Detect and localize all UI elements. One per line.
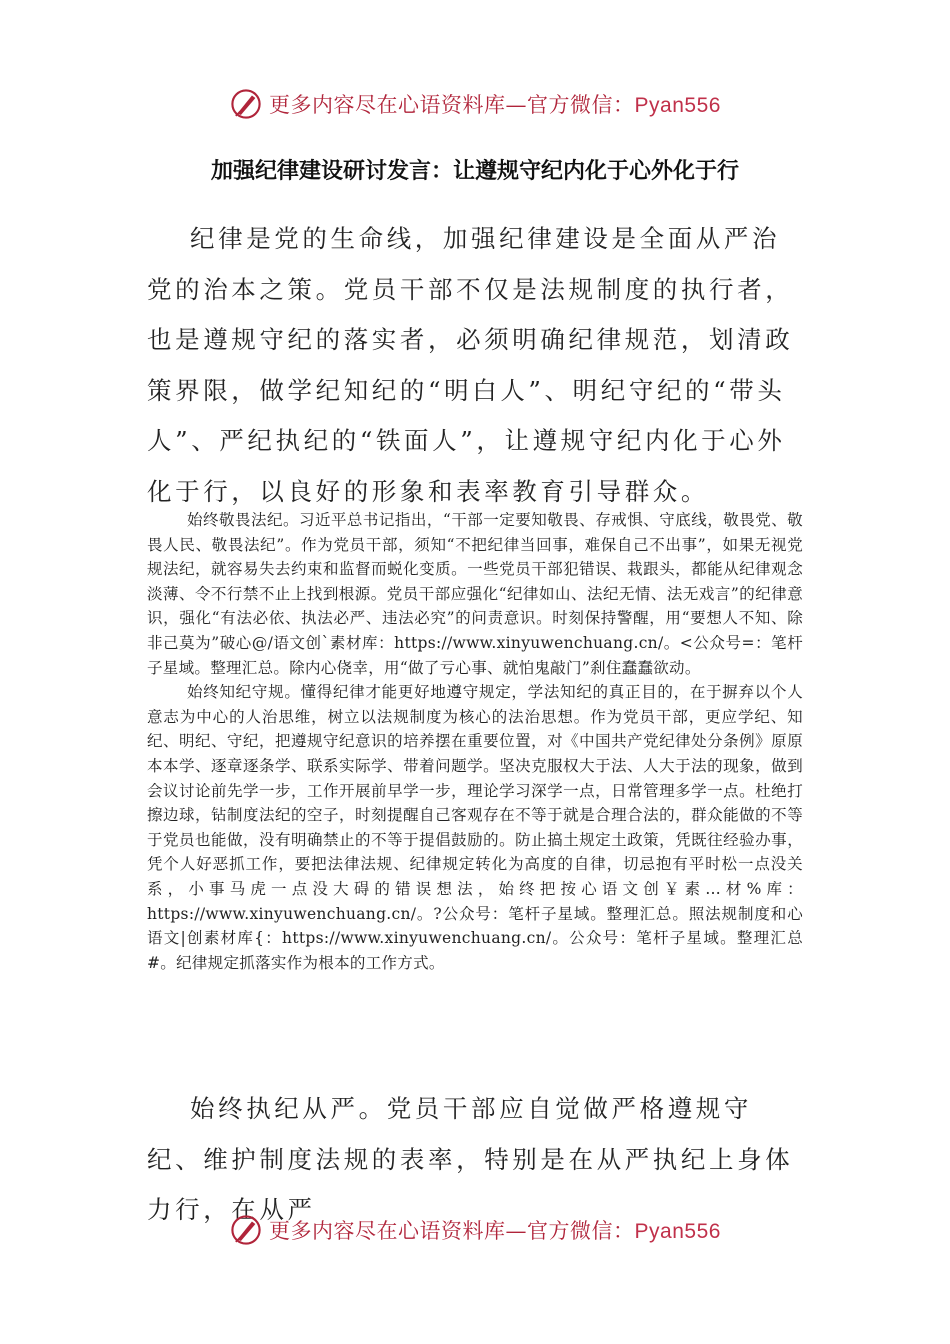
paragraph-respect-discipline: 始终敬畏法纪。习近平总书记指出，“干部一定要知敬畏、存戒惧、守底线，敬畏党、敬畏人民、敬畏法纪”。作为党员干部，须知“不把纪律当回事，难保自己不出事”，如果无视党规法纪，就容易失去约束和监督而蜕化变质。一些党员干部犯错误、栽跟头，都能从纪律观念淡薄、令不行禁不止上找到根源。党员干部应强化“纪律如山、法纪无情、法无戏言”的纪律意识，强化“有法必依、执法必严、违法必究”的问责意识。时刻保持警醒，用“要想人不知、除非己莫为”破心@/语文创`素材库：https://www.xinyuwenchuang.cn/。<公众号=：笔杆子星域。整理汇总。除内心侥幸，用“做了亏心事、就怕鬼敲门”刹住蠢蠢欲动。	[147, 511, 803, 677]
quill-logo-icon	[229, 1213, 263, 1247]
banner-text: 更多内容尽在心语资料库—官方微信：Pyan556	[269, 93, 721, 117]
paragraph-enforce-discipline: 始终执纪从严。党员干部应自觉做严格遵规守纪、维护制度法规的表率，特别是在从严执纪上身体力行，在从严	[147, 1094, 794, 1224]
document-title: 加强纪律建设研讨发言：让遵规守纪内化于心外化于行	[210, 159, 739, 184]
paragraph-know-discipline: 始终知纪守规。懂得纪律才能更好地遵守规定，学法知纪的真正目的，在于摒弃以个人意志为中心的人治思维，树立以法规制度为核心的法治思想。作为党员干部，更应学纪、知纪、明纪、守纪，把遵规守纪意识的培养摆在重要位置，对《中国共产党纪律处分条例》原原本本学、逐章逐条学、联系实际学、带着问题学。坚决克服权大于法、人大于法的现象，做到会议讨论前先学一步，工作开展前早学一步，理论学习深学一点，日常管理多学一点。杜绝打擦边球，钻制度法纪的空子，时刻提醒自己客观存在不等于就是合理合法的，群众能做的不等于党员也能做，没有明确禁止的不等于提倡鼓励的。防止搞土规定土政策，凭既往经验办事，凭个人好恶抓工作，要把法律法规、纪律规定转化为高度的自律，切忌抱有平时松一点没关系，小事马虎一点没大碍的错误想法，始终把按心语文创￥素…材%库：https://www.xinyuwenchuang.cn/。?公众号：笔杆子星域。整理汇总。照法规制度和心语文|创素材库{：https://www.xinyuwenchuang.cn/。公众号：笔杆子星域。整理汇总#。纪律规定抓落实作为根本的工作方式。	[147, 683, 803, 972]
body-small-section	[147, 508, 803, 975]
banner-text: 更多内容尽在心语资料库—官方微信：Pyan556	[269, 1219, 721, 1243]
intro-paragraph: 纪律是党的生命线，加强纪律建设是全面从严治党的治本之策。党员干部不仅是法规制度的执行者，也是遵规守纪的落实者，必须明确纪律规范，划清政策界限，做学纪知纪的“明白人”、明纪守纪的“带头人”、严纪执纪的“铁面人”，让遵规守纪内化于心外化于行，以良好的形象和表率教育引导群众。	[147, 224, 794, 506]
footer-banner	[0, 1208, 950, 1252]
banner-contact: Pyan556	[634, 1220, 721, 1243]
quill-logo-icon	[229, 87, 263, 121]
header-banner	[0, 82, 950, 126]
banner-contact: Pyan556	[634, 94, 721, 117]
